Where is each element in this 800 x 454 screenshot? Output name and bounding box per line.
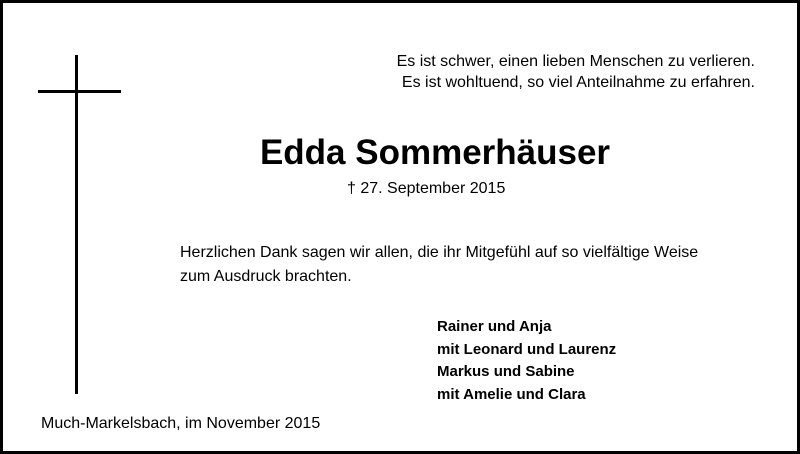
thanks-text <box>180 241 780 289</box>
family-line: Markus und Sabine <box>437 363 575 380</box>
quote-line-2: Es ist wohltuend, so viel Anteilnahme zu erfahren. <box>401 74 755 91</box>
family-line: Rainer und Anja <box>437 318 552 335</box>
thanks-line-1: Herzlichen Dank sagen wir allen, die ihr Mitgefühl auf so vielfältige Weise <box>180 244 699 261</box>
quote-line-1: Es ist schwer, einen lieben Menschen zu verlieren. <box>396 53 755 70</box>
thanks-line-2: zum Ausdruck brachten. <box>180 268 352 285</box>
place-and-date: Much-Markelsbach, im November 2015 <box>41 415 321 432</box>
family-signature <box>437 316 616 406</box>
family-line: mit Leonard und Laurenz <box>437 340 617 358</box>
family-line: mit Amelie und Clara <box>437 385 586 403</box>
cross-horizontal-bar <box>38 90 121 93</box>
death-date: † 27. September 2015 <box>347 180 506 197</box>
consolation-quote <box>397 51 755 93</box>
cross-vertical-bar <box>75 55 78 394</box>
deceased-name: Edda Sommerhäuser <box>259 133 611 172</box>
